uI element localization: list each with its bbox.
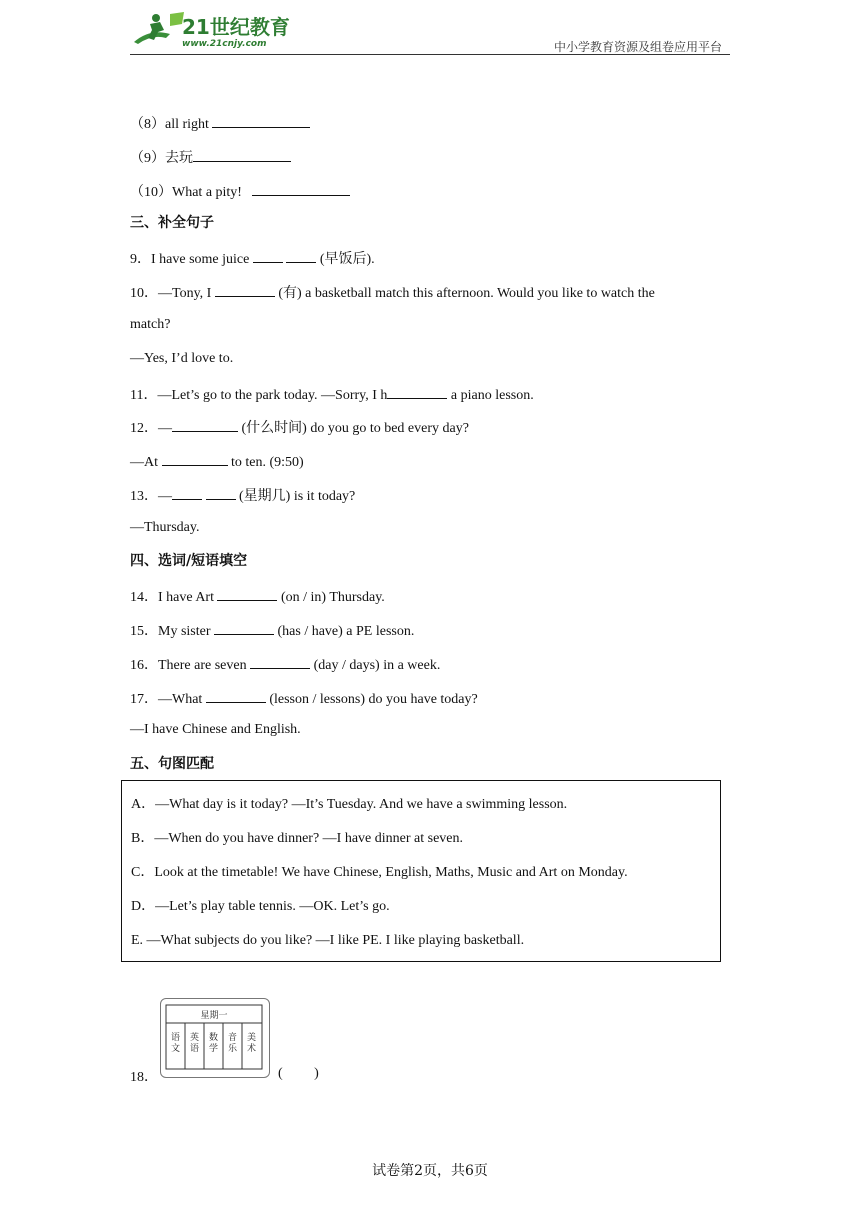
section-4-heading: 四、选词/短语填空	[130, 553, 248, 569]
option-b: B．—When do you have dinner? —I have dinner at seven.	[131, 831, 464, 846]
question-10: 10．—Tony, I (有) a basketball match this afternoon. Would you like to watch the	[130, 282, 655, 303]
question-10-answer: —Yes, I’d love to.	[130, 351, 234, 366]
question-10-cont: match?	[130, 317, 171, 332]
page-header	[130, 8, 730, 56]
blank[interactable]	[206, 485, 236, 500]
question-17-answer: —I have Chinese and English.	[130, 722, 301, 737]
blank[interactable]	[172, 485, 202, 500]
question-17: 17．—What (lesson / lessons) do you have today?	[130, 688, 478, 709]
blank[interactable]	[217, 586, 277, 601]
question-14: 14．I have Art (on / in) Thursday.	[130, 586, 385, 607]
item-10: （10）What a pity!	[130, 181, 350, 202]
timetable-image	[160, 998, 270, 1078]
timetable-subject: 音 乐	[227, 1033, 237, 1054]
timetable-subject: 美 术	[246, 1033, 256, 1054]
blank[interactable]	[162, 451, 228, 466]
item-9: （9）去玩	[130, 147, 291, 168]
option-c: C．Look at the timetable! We have Chinese, English, Maths, Music and Art on Monday.	[131, 865, 628, 880]
blank[interactable]	[253, 248, 283, 263]
blank[interactable]	[193, 147, 291, 162]
question-9: 9．I have some juice (早饭后).	[130, 248, 375, 269]
question-16: 16．There are seven (day / days) in a week.	[130, 654, 440, 675]
timetable-subject: 数 学	[208, 1033, 218, 1054]
option-d: D．—Let’s play table tennis. —OK. Let’s go.	[131, 899, 390, 914]
question-12-answer: —At to ten. (9:50)	[130, 451, 304, 472]
blank[interactable]	[286, 248, 316, 263]
site-logo	[130, 8, 300, 52]
answer-parentheses[interactable]: ( )	[278, 1066, 319, 1081]
page-footer: 试卷第2页，共6页	[372, 1163, 488, 1179]
blank[interactable]	[215, 282, 275, 297]
blank[interactable]	[387, 384, 447, 399]
question-12: 12．— (什么时间) do you go to bed every day?	[130, 417, 469, 438]
timetable-subject: 英 语	[189, 1033, 199, 1054]
question-15: 15．My sister (has / have) a PE lesson.	[130, 620, 414, 641]
blank[interactable]	[212, 113, 310, 128]
timetable-day: 星期一	[200, 1011, 228, 1021]
platform-name: 中小学教育资源及组卷应用平台	[553, 40, 722, 54]
option-e: E. —What subjects do you like? —I like PE. I like playing basketball.	[131, 933, 525, 948]
svg-text:21世纪教育: 21世纪教育	[182, 15, 290, 39]
blank[interactable]	[250, 654, 310, 669]
question-13: 13．— (星期几) is it today?	[130, 485, 355, 506]
section-3-heading: 三、补全句子	[130, 215, 214, 231]
header-rule	[130, 54, 730, 55]
options-box	[121, 780, 721, 962]
blank[interactable]	[206, 688, 266, 703]
section-5-heading: 五、句图匹配	[130, 756, 214, 772]
question-18-label: 18．	[130, 1070, 158, 1085]
option-a: A．—What day is it today? —It’s Tuesday. And we have a swimming lesson.	[131, 797, 568, 812]
blank[interactable]	[252, 181, 350, 196]
question-13-answer: —Thursday.	[130, 520, 200, 535]
blank[interactable]	[172, 417, 238, 432]
timetable-subject: 语 文	[170, 1033, 180, 1054]
question-11: 11．—Let’s go to the park today. —Sorry, I h a piano lesson.	[130, 384, 534, 405]
blank[interactable]	[214, 620, 274, 635]
svg-text:www.21cnjy.com: www.21cnjy.com	[182, 39, 267, 49]
item-8: （8）all right	[130, 113, 310, 134]
